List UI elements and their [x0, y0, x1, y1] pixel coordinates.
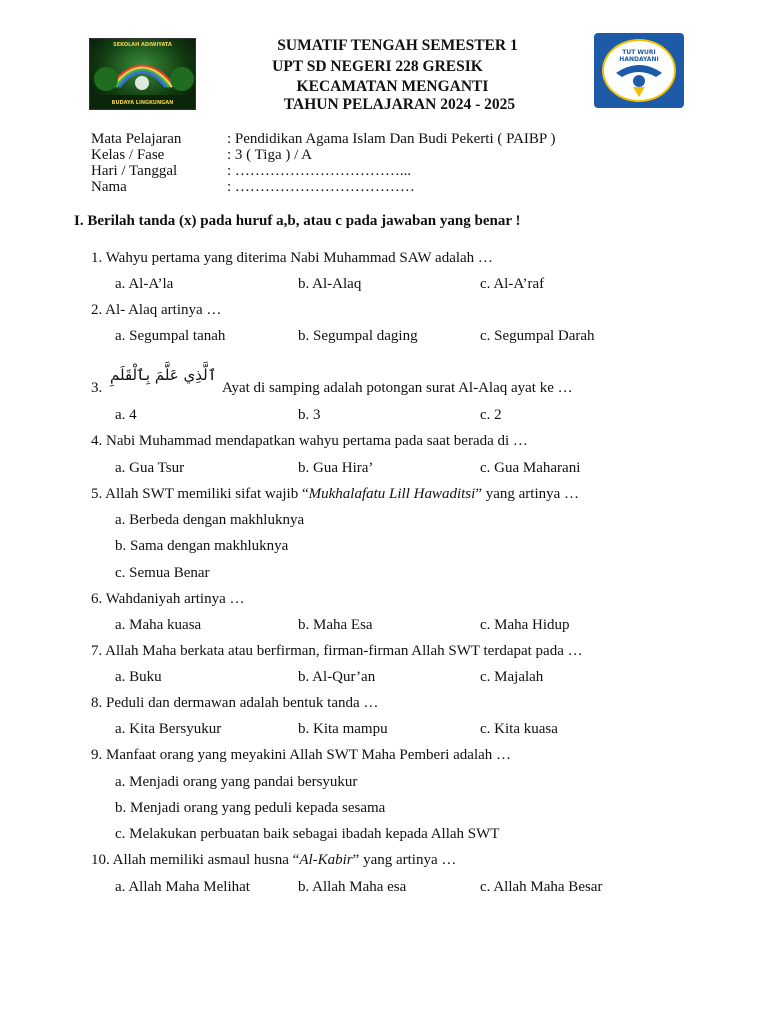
logo-motto: TUT WURI HANDAYANI — [619, 49, 659, 63]
question-5 — [91, 486, 579, 503]
q5-option-b: b. Sama dengan makhluknya — [115, 538, 289, 554]
question-5-text-start: 5. Allah SWT memiliki sifat wajib “ — [91, 486, 309, 502]
q2-option-c: c. Segumpal Darah — [480, 328, 595, 344]
q10-option-b: b. Allah Maha esa — [298, 879, 407, 895]
meta-value-date: : ……………………………... — [227, 163, 412, 179]
q3-option-b: b. 3 — [298, 407, 321, 423]
question-6: 6. Wahdaniyah artinya … — [91, 591, 245, 607]
q2-option-b: b. Segumpal daging — [298, 328, 418, 344]
q10-option-c: c. Allah Maha Besar — [480, 879, 603, 895]
question-2: 2. Al- Alaq artinya … — [91, 302, 222, 318]
question-10 — [91, 852, 456, 869]
meta-value-subject: : Pendidikan Agama Islam Dan Budi Pekerti ( PAIBP ) — [227, 131, 556, 147]
q6-option-a: a. Maha kuasa — [115, 617, 202, 633]
meta-label-date: Hari / Tanggal — [91, 163, 178, 179]
question-7: 7. Allah Maha berkata atau berfirman, firman-firman Allah SWT terdapat pada … — [91, 643, 583, 659]
question-10-text-start: 10. Allah memiliki asmaul husna “ — [91, 852, 300, 868]
section-instructions: I. Berilah tanda (x) pada huruf a,b, atau c pada jawaban yang benar ! — [74, 213, 521, 229]
header-title: SUMATIF TENGAH SEMESTER 1 — [277, 37, 518, 54]
school-logo-text-bottom: BUDAYA LINGKUNGAN — [111, 100, 174, 106]
q9-option-b: b. Menjadi orang yang peduli kepada sesama — [115, 800, 386, 816]
header-district: KECAMATAN MENGANTI — [296, 78, 489, 95]
q9-option-a: a. Menjadi orang yang pandai bersyukur — [115, 774, 358, 790]
meta-value-name: : ……………………………… — [227, 179, 415, 195]
tut-wuri-handayani-logo — [594, 33, 684, 108]
meta-label-name: Nama — [91, 179, 127, 195]
q7-option-a: a. Buku — [115, 669, 162, 685]
q5-option-a: a. Berbeda dengan makhluknya — [115, 512, 305, 528]
question-3: Ayat di samping adalah potongan surat Al-Alaq ayat ke … — [222, 380, 573, 396]
q4-option-c: c. Gua Maharani — [480, 460, 581, 476]
arabic-verse: ٱلَّذِي عَلَّمَ بِٱلْقَلَمِ — [110, 366, 217, 384]
q9-option-c: c. Melakukan perbuatan baik sebagai ibadah kepada Allah SWT — [115, 826, 500, 842]
q4-option-b: b. Gua Hira’ — [298, 460, 374, 476]
header-year: TAHUN PELAJARAN 2024 - 2025 — [283, 96, 516, 113]
question-10-text-end: ” yang artinya … — [352, 852, 457, 868]
q8-option-a: a. Kita Bersyukur — [115, 721, 222, 737]
question-9: 9. Manfaat orang yang meyakini Allah SWT Maha Pemberi adalah … — [91, 747, 512, 763]
question-4: 4. Nabi Muhammad mendapatkan wahyu pertama pada saat berada di … — [91, 433, 528, 449]
meta-label-subject: Mata Pelajaran — [91, 131, 182, 147]
question-3-number: 3. — [91, 380, 103, 396]
q3-option-c: c. 2 — [480, 407, 502, 423]
q6-option-b: b. Maha Esa — [298, 617, 373, 633]
garuda-emblem-icon — [602, 39, 676, 102]
q7-option-b: b. Al-Qur’an — [298, 669, 376, 685]
q2-option-a: a. Segumpal tanah — [115, 328, 226, 344]
q1-option-b: b. Al-Alaq — [298, 276, 362, 292]
q3-option-a: a. 4 — [115, 407, 137, 423]
header-school: UPT SD NEGERI 228 GRESIK — [272, 58, 483, 75]
q1-option-a: a. Al-A’la — [115, 276, 174, 292]
q4-option-a: a. Gua Tsur — [115, 460, 185, 476]
q8-option-b: b. Kita mampu — [298, 721, 388, 737]
q8-option-c: c. Kita kuasa — [480, 721, 558, 737]
tut-wuri-handayani-emblem — [602, 39, 676, 102]
question-5-text-end: ” yang artinya … — [475, 486, 580, 502]
school-logo-text-top: SEKOLAH ADIWIYATA — [113, 42, 172, 48]
q5-option-c: c. Semua Benar — [115, 565, 210, 581]
question-5-term: Mukhalafatu Lill Hawaditsi — [308, 486, 476, 502]
meta-value-class: : 3 ( Tiga ) / A — [227, 147, 313, 163]
question-10-term: Al-Kabir — [299, 852, 353, 868]
question-8: 8. Peduli dan dermawan adalah bentuk tanda … — [91, 695, 379, 711]
question-1: 1. Wahyu pertama yang diterima Nabi Muhammad SAW adalah … — [91, 250, 493, 266]
meta-label-class: Kelas / Fase — [91, 147, 165, 163]
q6-option-c: c. Maha Hidup — [480, 617, 570, 633]
q7-option-c: c. Majalah — [480, 669, 544, 685]
q10-option-a: a. Allah Maha Melihat — [115, 879, 250, 895]
q1-option-c: c. Al-A’raf — [480, 276, 545, 292]
